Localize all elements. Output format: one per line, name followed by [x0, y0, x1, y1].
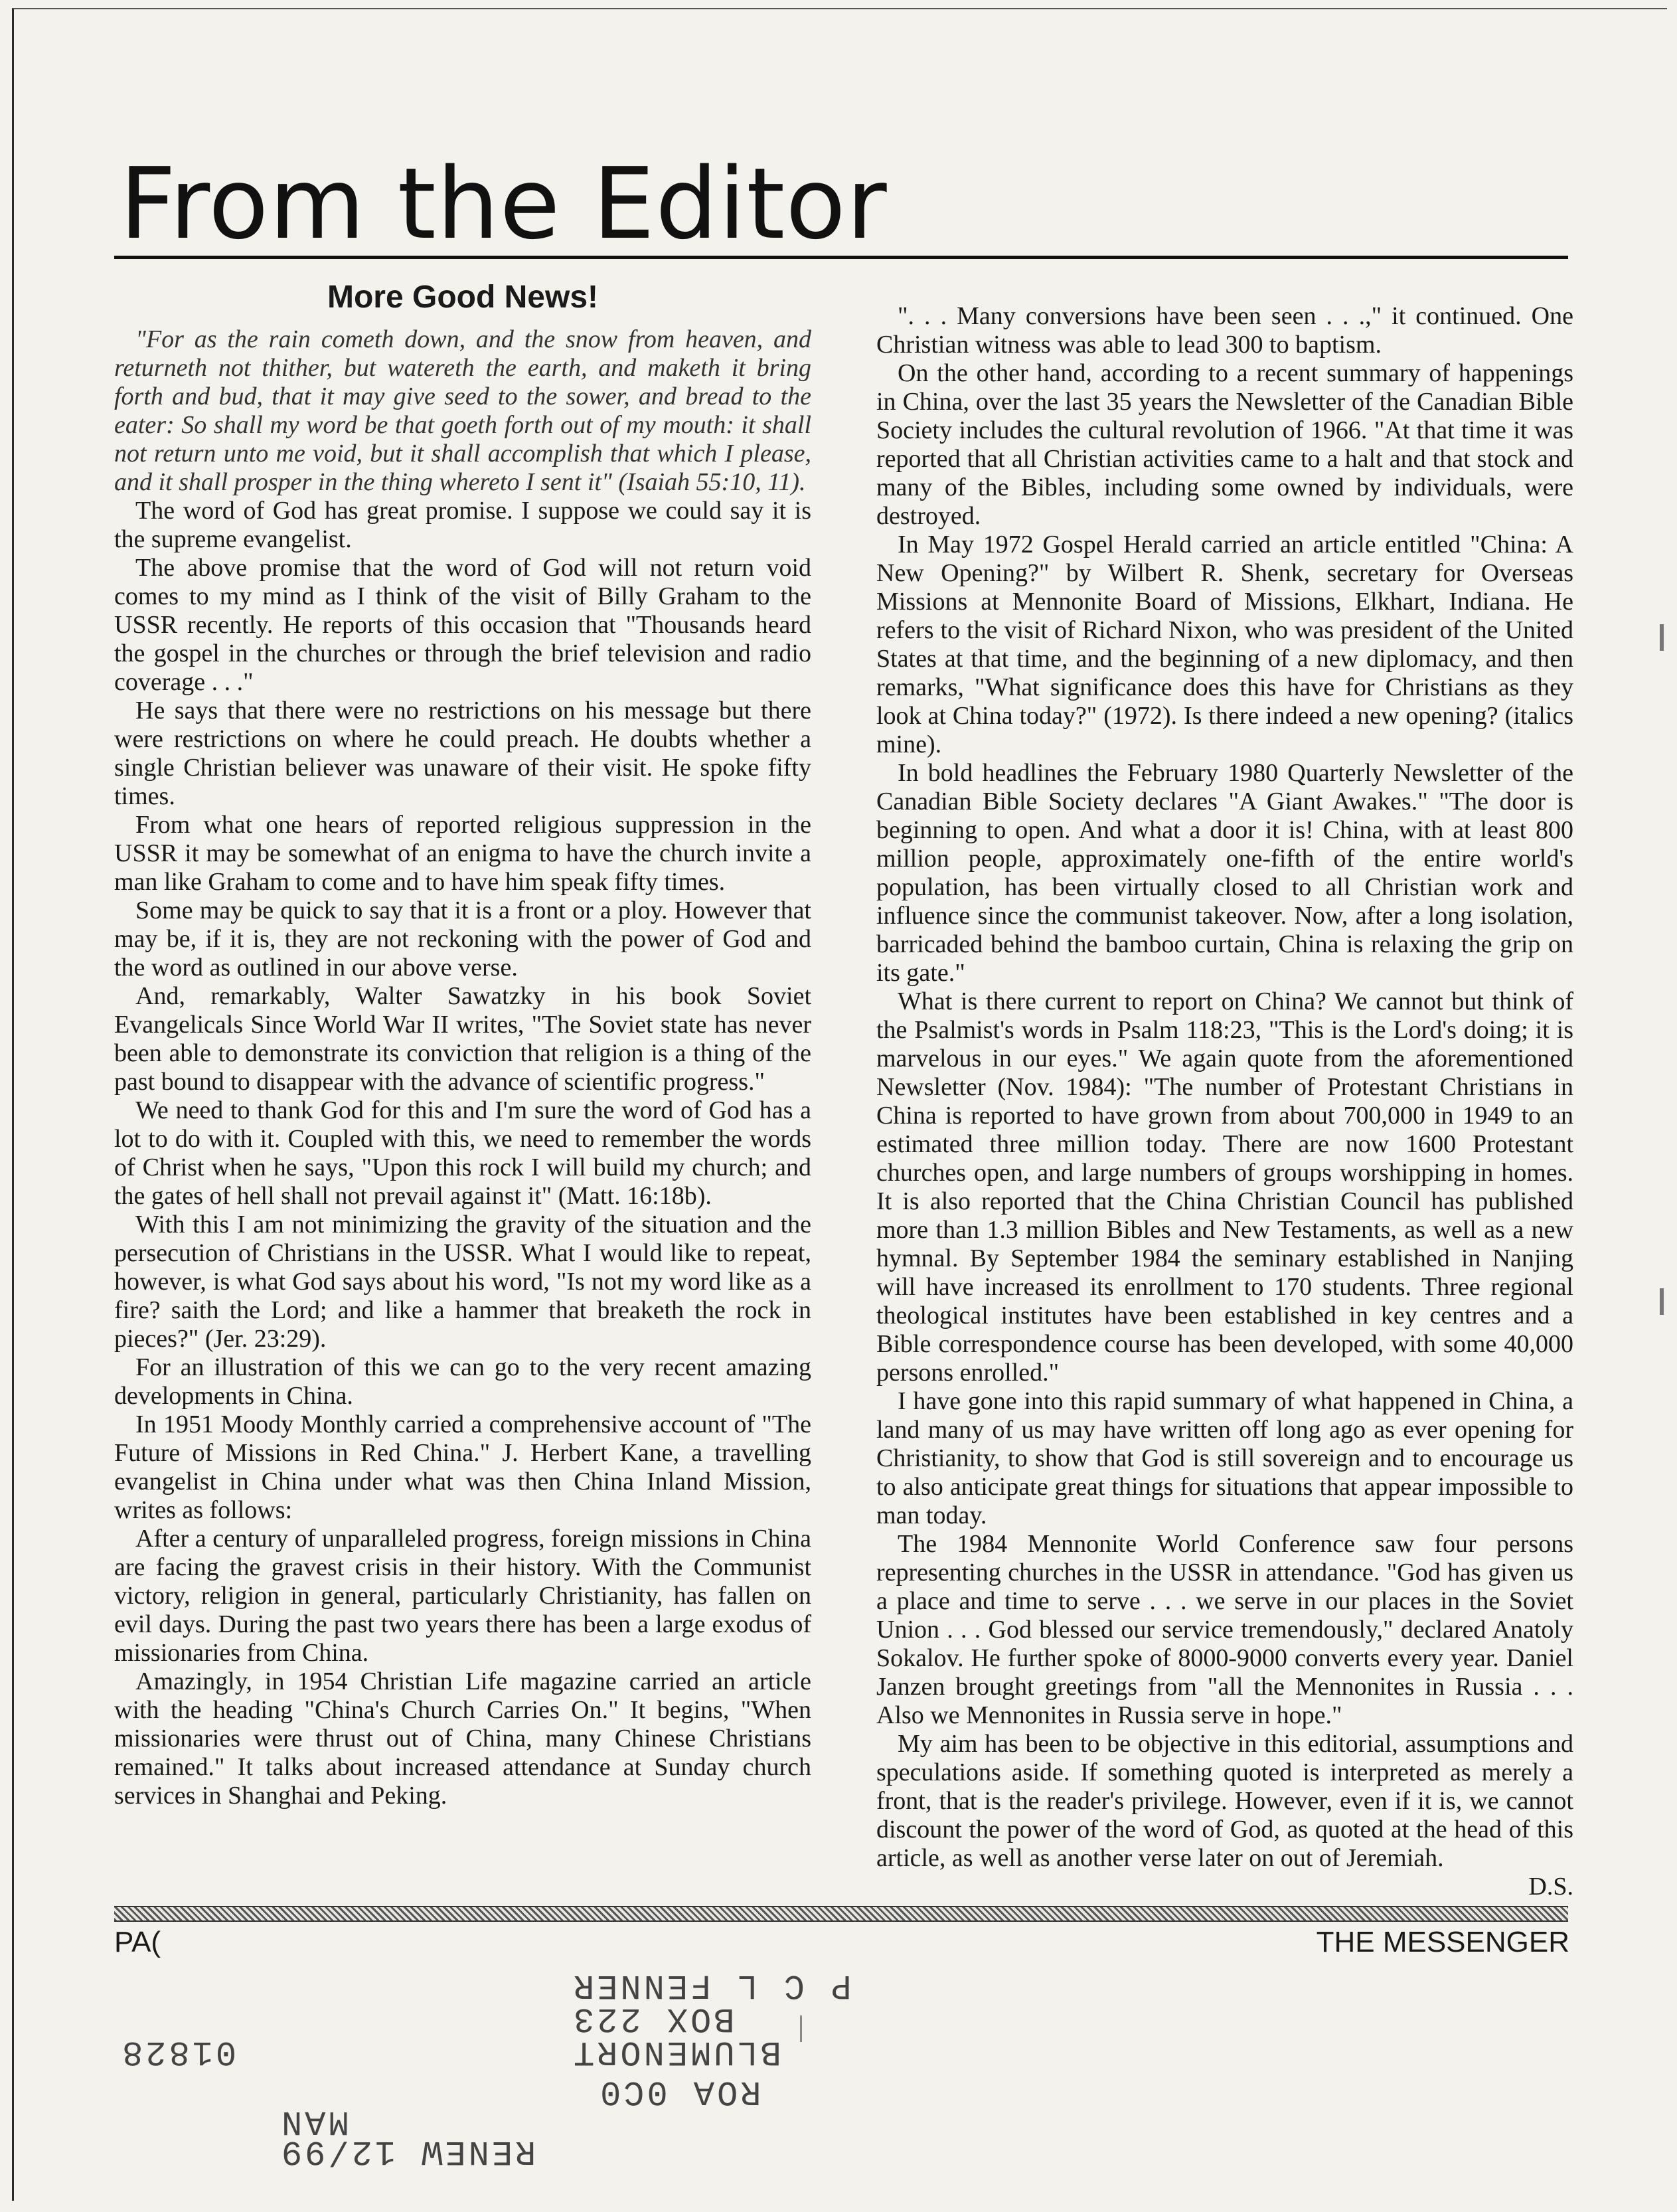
page-number: PA(: [114, 1926, 161, 1958]
edge-mark: [1660, 1288, 1664, 1315]
paragraph: In bold headlines the February 1980 Quarterly Newsletter of the Canadian Bible Society declares "A Giant Awakes." "The door is beginning to open. And what a door it is! China, with at least 800 million people, approximately one-fifth of the entire world's population, has been virtually closed to all Christian work and influence since the communist takeover. Now, after a long isolation, barricaded behind the bamboo curtain, China is relaxing the grip on its gate.": [876, 759, 1573, 987]
paragraph: What is there current to report on China? We cannot but think of the Psalmist's words in Psalm 118:23, "This is the Lord's doing; it is marvelous in our eyes." We again quote from the aforementioned Newsletter (Nov. 1984): "The number of Protestant Christians in China is reported to have grown from about 700,000 in 1949 to an estimated three million today. There are now 1600 Protestant churches open, and large numbers of groups worshipping in homes. It is also reported that the China Christian Council has published more than 1.3 million Bibles and New Testaments, as well as a new hymnal. By September 1984 the seminary established in Nanjing will have increased its enrollment to 170 students. Three regional theological institutes have been established in key centres and a Bible correspondence course has been developed, with some 40,000 persons enrolled.": [876, 987, 1573, 1387]
publication-name: THE MESSENGER: [1316, 1926, 1569, 1958]
footer-rule: [114, 1906, 1568, 1922]
label-line: BOX 223: [571, 1999, 735, 2038]
label-line: ROA 0C0: [598, 2072, 761, 2111]
paragraph: ". . . Many conversions have been seen . . .," it continued. One Christian witness was able to lead 300 to baptism.: [876, 302, 1573, 359]
paragraph: The above promise that the word of God will not return void comes to my mind as I think of the visit of Billy Graham to the USSR recently. He reports of this occasion that "Thousands heard the gospel in the churches or through the brief television and radio coverage . . .": [114, 554, 811, 696]
article-column-right: [876, 302, 1573, 1901]
article-headline: More Good News!: [327, 280, 599, 315]
label-line: RENEW 12/99: [279, 2132, 536, 2171]
label-line: MAN: [279, 2102, 349, 2141]
masthead: [114, 149, 1568, 259]
paragraph: For an illustration of this we can go to the very recent amazing developments in China.: [114, 1353, 811, 1410]
paragraph: The 1984 Mennonite World Conference saw four persons representing churches in the USSR in attendance. "God has given us a place and time to serve . . . we serve in our places in the Soviet Union . . . God blessed our service tremendously," declared Anatoly Sokalov. He further spoke of 8000-9000 converts every year. Daniel Janzen brought greetings from "all the Mennonites in Russia . . . Also we Mennonites in Russia serve in hope.": [876, 1530, 1573, 1729]
paragraph: We need to thank God for this and I'm sure the word of God has a lot to do with it. Coupled with this, we need to remember the words of Christ when he says, "Upon this rock I will build my church; and the gates of hell shall not prevail against it" (Matt. 16:18b).: [114, 1096, 811, 1210]
paragraph: Some may be quick to say that it is a front or a ploy. However that may be, if it is, they are not reckoning with the power of God and the word as outlined in our above verse.: [114, 896, 811, 981]
pen-mark: [800, 2015, 807, 2042]
epigraph: "For as the rain cometh down, and the snow from heaven, and returneth not thither, but watereth the earth, and maketh it bring forth and bud, that it may give seed to the sower, and bread to the eater: So shall my word be that goeth forth out of my mouth: it shall not return unto me void, but it shall accomplish that which I please, and it shall prosper in the thing whereto I sent it" (Isaiah 55:10, 11).: [114, 325, 811, 496]
mailing-label: [120, 1966, 863, 2205]
paragraph: He says that there were no restrictions on his message but there were restrictions on where he could preach. He doubts whether a single Christian believer was unaware of their visit. He spoke fifty times.: [114, 697, 811, 810]
block-quote: After a century of unparalleled progress, foreign missions in China are facing the gravest crisis in their history. With the Communist victory, religion in general, particularly Christianity, has fallen on evil days. During the past two years there has been a large exodus of missionaries from China.: [114, 1525, 811, 1667]
edge-mark: [1660, 624, 1664, 651]
paragraph: With this I am not minimizing the gravity of the situation and the persecution of Christians in the USSR. What I would like to repeat, however, is what God says about his word, "Is not my word like as a fire? saith the Lord; and like a hammer that breaketh the rock in pieces?" (Jer. 23:29).: [114, 1211, 811, 1353]
paragraph: Amazingly, in 1954 Christian Life magazine carried an article with the heading "China's Church Carries On." It begins, "When missionaries were thrust out of China, many Chinese Christians remained." It talks about increased attendance at Sunday church services in Shanghai and Peking.: [114, 1667, 811, 1810]
paragraph: My aim has been to be objective in this editorial, assumptions and speculations aside. If something quoted is interpreted as merely a front, that is the reader's privilege. However, even if it is, we cannot discount the power of the word of God, as quoted at the head of this article, as well as another verse later on out of Jeremiah.: [876, 1730, 1573, 1872]
label-line: 01828: [120, 2032, 237, 2071]
paragraph: And, remarkably, Walter Sawatzky in his book Soviet Evangelicals Since World War II writes, "The Soviet state has never been able to demonstrate its conviction that religion is a thing of the past bound to disappear with the advance of scientific progress.": [114, 982, 811, 1096]
paragraph: In 1951 Moody Monthly carried a comprehensive account of "The Future of Missions in Red China." J. Herbert Kane, a travelling evangelist in China under what was then China Inland Mission, writes as follows:: [114, 1410, 811, 1524]
article-column-left: [114, 279, 811, 1810]
mailing-label-text: [120, 1966, 863, 2205]
label-line: BLUMENORT: [571, 2032, 781, 2071]
paragraph: In May 1972 Gospel Herald carried an article entitled "China: A New Opening?" by Wilbert R. Shenk, secretary for Overseas Missions at Mennonite Board of Missions, Elkhart, Indiana. He refers to the visit of Richard Nixon, who was president of the United States at that time, and the beginning of a new diplomacy, and then remarks, "What significance does this have for Christians as they look at China today?" (1972). Is there indeed a new opening? (italics mine).: [876, 531, 1573, 758]
paragraph: The word of God has great promise. I suppose we could say it is the supreme evangelist.: [114, 497, 811, 553]
paragraph: From what one hears of reported religious suppression in the USSR it may be somewhat of an enigma to have the church invite a man like Graham to come and to have him speak fifty times.: [114, 811, 811, 896]
paragraph: I have gone into this rapid summary of what happened in China, a land many of us may have written off long ago as ever opening for Christianity, to show that God is still sovereign and to encourage us to also anticipate great things for situations that appear impossible to man today.: [876, 1387, 1573, 1529]
page-title: From the Editor: [120, 147, 888, 261]
editor-signature: D.S.: [1528, 1873, 1573, 1901]
label-line: P C L FENNER: [571, 1966, 852, 2005]
paragraph: On the other hand, according to a recent summary of happenings in China, over the last 35 years the Newsletter of the Canadian Bible Society includes the cultural revolution of 1966. "At that time it was reported that all Christian activities came to a halt and that stock and many of the Bibles, including some owned by individuals, were destroyed.: [876, 359, 1573, 530]
